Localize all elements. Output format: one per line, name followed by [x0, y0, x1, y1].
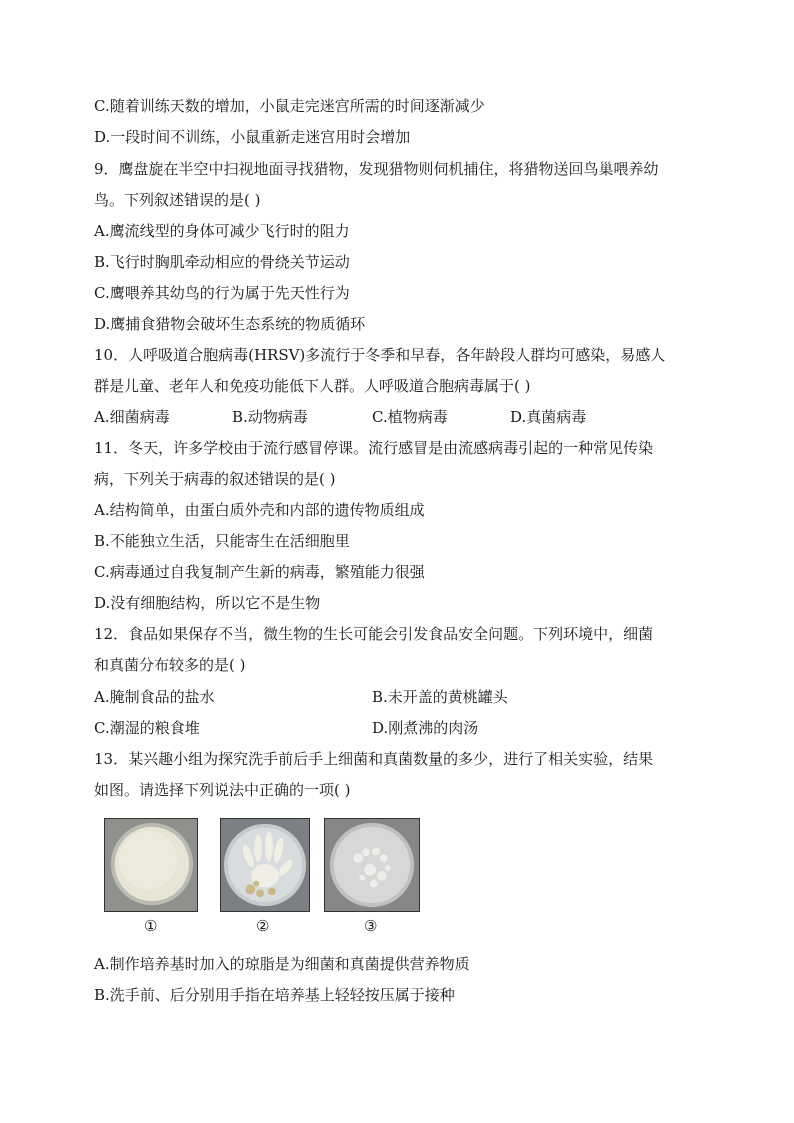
question-12-option-d: D.刚煮沸的肉汤	[372, 719, 479, 737]
question-11-option-d: D.没有细胞结构，所以它不是生物	[94, 594, 321, 612]
question-9-option-b: B.飞行时胸肌牵动相应的骨绕关节运动	[94, 253, 350, 271]
text-line: D.一段时间不训练，小鼠重新走迷宫用时会增加	[94, 128, 411, 146]
question-11-option-a: A.结构简单，由蛋白质外壳和内部的遗传物质组成	[94, 501, 425, 519]
figure-label-3: ③	[364, 917, 378, 935]
question-13-option-b: B.洗手前、后分别用手指在培养基上轻轻按压属于接种	[94, 986, 455, 1004]
question-10-stem: 10．人呼吸道合胞病毒(HRSV)多流行于冬季和早春，各年龄段人群均可感染，易感人	[94, 346, 666, 364]
petri-dish-photo-2	[220, 818, 310, 912]
question-10-option-c: C.植物病毒	[372, 408, 448, 426]
question-11-option-c: C.病毒通过自我复制产生新的病毒，繁殖能力很强	[94, 563, 425, 581]
figure-label-1: ①	[144, 917, 158, 935]
question-12-option-b: B.未开盖的黄桃罐头	[372, 688, 508, 706]
question-10-option-d: D.真菌病毒	[510, 408, 587, 426]
question-12-option-c: C.潮湿的粮食堆	[94, 719, 200, 737]
question-13-stem: 如图。请选择下列说法中正确的一项( )	[94, 781, 351, 799]
question-9-option-c: C.鹰喂养其幼鸟的行为属于先天性行为	[94, 284, 350, 302]
question-10-option-a: A.细菌病毒	[94, 408, 170, 426]
question-11-option-b: B.不能独立生活，只能寄生在活细胞里	[94, 532, 350, 550]
question-12-option-a: A.腌制食品的盐水	[94, 688, 215, 706]
figure-label-2: ②	[256, 917, 270, 935]
question-11-stem: 11．冬天，许多学校由于流行感冒停课。流行感冒是由流感病毒引起的一种常见传染	[94, 439, 654, 457]
question-12-stem: 和真菌分布较多的是( )	[94, 656, 246, 674]
text-line: C.随着训练天数的增加，小鼠走完迷宫所需的时间逐渐减少	[94, 97, 485, 115]
question-9-option-d: D.鹰捕食猎物会破坏生态系统的物质循环	[94, 315, 366, 333]
question-9-stem: 鸟。下列叙述错误的是( )	[94, 191, 261, 209]
petri-dish-photo-3	[324, 818, 420, 912]
question-11-stem: 病，下列关于病毒的叙述错误的是( )	[94, 470, 336, 488]
question-9-option-a: A.鹰流线型的身体可减少飞行时的阻力	[94, 222, 350, 240]
question-10-stem: 群是儿童、老年人和免疫功能低下人群。人呼吸道合胞病毒属于( )	[94, 377, 531, 395]
question-13-option-a: A.制作培养基时加入的琼脂是为细菌和真菌提供营养物质	[94, 955, 470, 973]
petri-dish-photo-1	[104, 818, 198, 912]
question-12-stem: 12．食品如果保存不当，微生物的生长可能会引发食品安全问题。下列环境中，细菌	[94, 625, 654, 643]
question-13-stem: 13．某兴趣小组为探究洗手前后手上细菌和真菌数量的多少，进行了相关实验，结果	[94, 750, 654, 768]
question-9-stem: 9．鹰盘旋在半空中扫视地面寻找猎物，发现猎物则伺机捕住，将猎物送回鸟巢喂养幼	[94, 160, 659, 178]
question-10-option-b: B.动物病毒	[232, 408, 308, 426]
